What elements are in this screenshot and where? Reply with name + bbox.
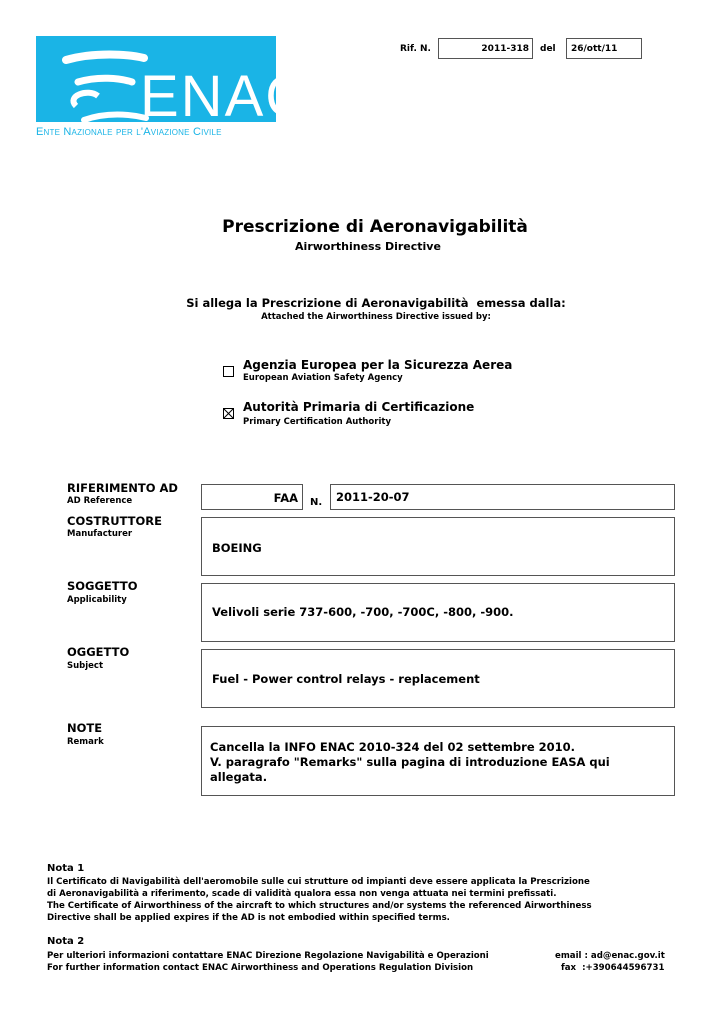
ad-number: 2011-20-07	[336, 490, 410, 504]
applicability-label: SOGGETTO	[67, 579, 138, 593]
rif-number-box	[438, 38, 533, 59]
applicability-sublabel: Applicability	[67, 595, 127, 605]
page-title: Prescrizione di Aeronavigabilità	[222, 217, 528, 237]
nota1-line-1: Il Certificato di Navigabilità dell'aeromobile sulle cui strutture od impianti deve essere applicata la Prescrizione	[47, 877, 590, 887]
nota2-line-1: Per ulteriori informazioni contattare ENAC Direzione Regolazione Navigabilità e Operazioni	[47, 951, 489, 961]
issued-by-en: Attached the Airworthiness Directive issued by:	[261, 312, 491, 322]
nota1-line-4: Directive shall be applied expires if the AD is not embodied within specified terms.	[47, 913, 450, 923]
contact-fax: fax :+390644596731	[561, 963, 665, 973]
ad-n-label: N.	[310, 497, 323, 508]
page-subtitle: Airworthiness Directive	[295, 240, 441, 253]
applicability-value: Velivoli serie 737-600, -700, -700C, -800, -900.	[212, 605, 514, 619]
logo-brand: ENAC	[140, 64, 310, 129]
remark-line-1: Cancella la INFO ENAC 2010-324 del 02 settembre 2010.	[210, 740, 575, 754]
rif-number: 2011-318	[481, 44, 529, 54]
check-x-icon	[224, 409, 233, 418]
remark-line-2: V. paragrafo "Remarks" sulla pagina di introduzione EASA qui	[210, 755, 610, 769]
primary-authority-label-it: Autorità Primaria di Certificazione	[243, 400, 475, 414]
remark-label: NOTE	[67, 721, 103, 735]
applicability-box	[201, 583, 675, 642]
remark-sublabel: Remark	[67, 737, 104, 747]
contact-email[interactable]: email : ad@enac.gov.it	[555, 951, 665, 961]
remark-box	[201, 726, 675, 796]
rif-label: Rif. N.	[400, 44, 431, 54]
manufacturer-sublabel: Manufacturer	[67, 529, 133, 539]
ad-authority-box	[201, 484, 303, 510]
easa-checkbox[interactable]	[223, 366, 234, 377]
date-box	[566, 38, 642, 59]
primary-authority-checkbox[interactable]	[223, 408, 234, 419]
subject-sublabel: Subject	[67, 661, 104, 671]
nota1-title: Nota 1	[47, 863, 85, 874]
nota1-line-2: di Aeronavigabilità a riferimento, scade di validità qualora essa non venga attuata nei termini prefissati.	[47, 889, 557, 899]
easa-label-it: Agenzia Europea per la Sicurezza Aerea	[243, 358, 513, 372]
nota1-line-3: The Certificate of Airworthiness of the aircraft to which structures and/or systems the referenced Airworthiness	[47, 901, 592, 911]
manufacturer-box	[201, 517, 675, 576]
ad-authority: FAA	[273, 491, 298, 505]
nota2-title: Nota 2	[47, 936, 85, 947]
primary-authority-label-en: Primary Certification Authority	[243, 417, 391, 427]
issued-by-it: Si allega la Prescrizione di Aeronavigabilità emessa dalla:	[186, 296, 566, 310]
ad-ref-sublabel: AD Reference	[67, 496, 133, 506]
logo-tagline: Ente Nazionale per l'Aviazione Civile	[36, 126, 222, 138]
easa-label-en: European Aviation Safety Agency	[243, 373, 403, 383]
nota2-line-2: For further information contact ENAC Airworthiness and Operations Regulation Division	[47, 963, 474, 973]
manufacturer-label: COSTRUTTORE	[67, 514, 162, 528]
subject-label: OGGETTO	[67, 645, 130, 659]
ad-number-box	[330, 484, 675, 510]
manufacturer-value: BOEING	[212, 541, 262, 555]
subject-value: Fuel - Power control relays - replacement	[212, 672, 480, 686]
remark-line-3: allegata.	[210, 770, 268, 784]
ad-ref-label: RIFERIMENTO AD	[67, 481, 178, 495]
date-value: 26/ott/11	[571, 44, 618, 54]
del-label: del	[540, 44, 556, 54]
subject-box	[201, 649, 675, 708]
